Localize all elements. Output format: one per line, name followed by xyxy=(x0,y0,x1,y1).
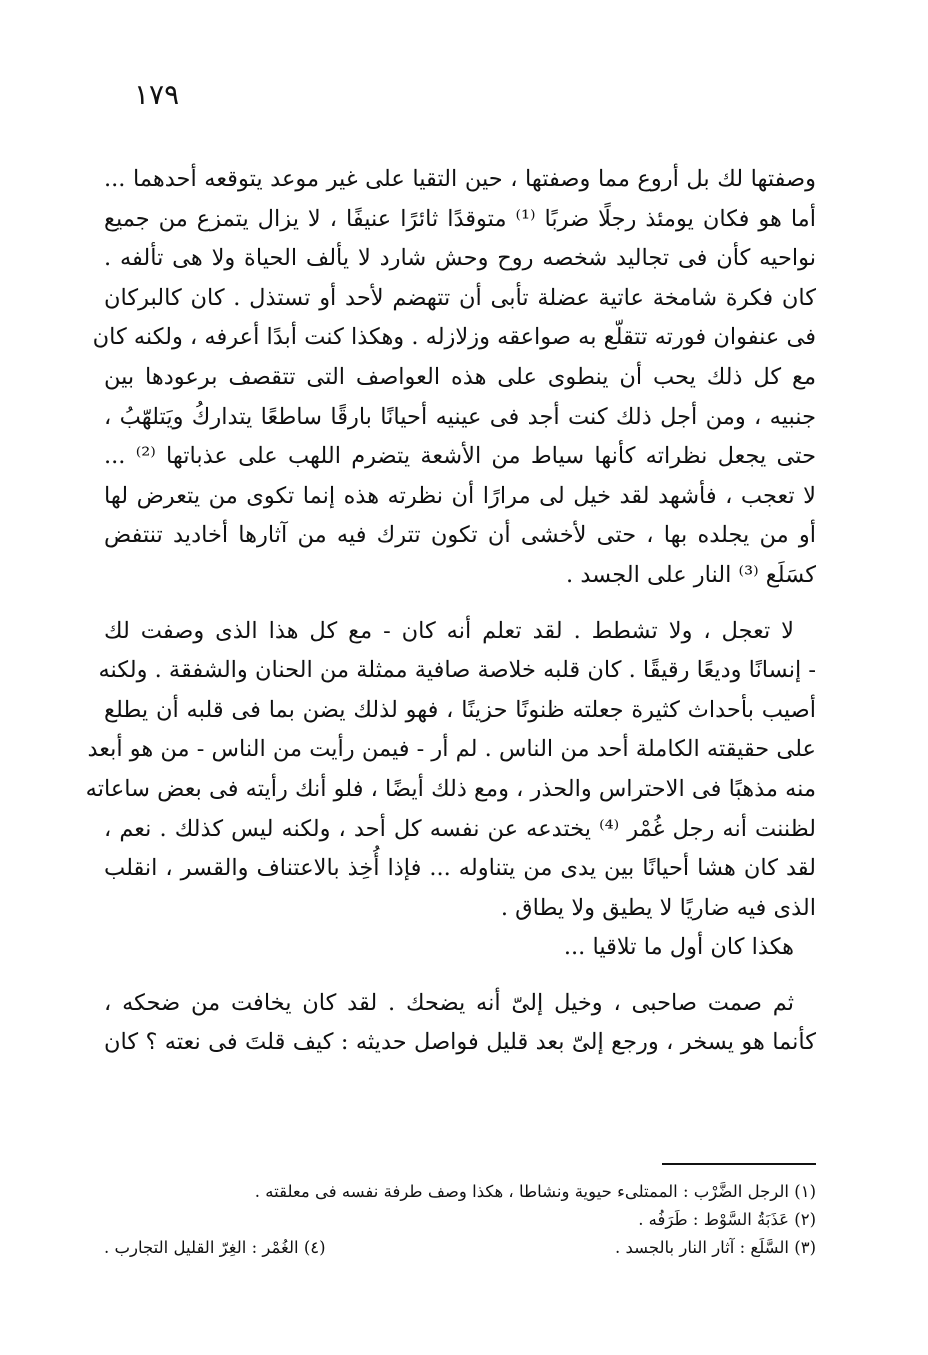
text-line: حتى يجعل نظراته كأنها سياط من الأشعة يتضرم اللهب على عذباتها ⁽²⁾ ... xyxy=(104,443,816,470)
text-line: على حقيقته الكاملة أحد من الناس . لم أر - فيمن رأيت من الناس - من هو أبعد xyxy=(87,736,816,763)
text-line: نواحيه كأن فى تجاليد شخصه روح وحش شارد لا يألف الحياة ولا هى تألفه . xyxy=(104,245,816,272)
text-line: أو من يجلده بها ، حتى لأخشى أن تكون تترك فيه من آثارها أخاديد تنتفض xyxy=(104,522,816,549)
text-line: منه مذهبًا فى الاحتراس والحذر ، ومع ذلك أيضًا ، فلو أنك رأيته فى بعض ساعاته xyxy=(85,775,816,802)
text-line: أصيب بأحداث كثيرة جعلته ظنونًا حزينًا ، فهو لذلك يضن بما فى قلبه أن يطلع xyxy=(104,696,816,723)
text-line: مع كل ذلك يحب أن ينطوى على هذه العواصف التى تتقصف برعودها بين xyxy=(104,363,816,390)
text-line: لا تعجل ، ولا تشطط . لقد تعلم أنه كان - مع كل هذا الذى وصفت لك xyxy=(104,617,794,644)
text-line: جنبيه ، ومن أجل ذلك كنت أجد فى عينيه أحيانًا بارقًا ساطعًا يتداركُ ويَتلهّبُ ، xyxy=(104,403,816,430)
text-line: لا تعجب ، فأشهد لقد خيل لى مرارًا أن نظرته هذه إنما تكوى من يتعرض لها xyxy=(104,482,816,509)
footnote-row xyxy=(104,1234,816,1262)
text-line: ثم صمت صاحبى ، وخيل إلىّ أنه يضحك . لقد كان يخافت من ضحكه ، xyxy=(104,989,794,1016)
body-text xyxy=(85,160,817,1063)
footnotes xyxy=(104,1178,816,1262)
page-number: ١٧٩ xyxy=(134,78,180,111)
text-line: وصفتها لك بل أروع مما وصفتها ، حين التقيا على غير موعد يتوقعه أحدهما ... xyxy=(104,166,816,192)
footnote-3: (٣) السَّلَع : آثار النار بالجسد . xyxy=(614,1238,816,1257)
text-line: الذى فيه ضاريًا لا يطيق ولا يطاق . xyxy=(500,894,816,921)
footnote-4: (٤) الغُمْر : الغِرّ القليل التجارب . xyxy=(104,1238,326,1257)
text-line: كان فكرة شامخة عاتية عضلة تأبى أن تتهضم لأحد أو تستذل . كان كالبركان xyxy=(104,284,816,311)
text-line: كأنما هو يسخر ، ورجع إلىّ بعد قليل فواصل حديثه : كيف قلتَ فى نعته ؟ كان xyxy=(104,1029,816,1056)
text-line: أما هو فكان يومئذ رجلًا ضربًا ⁽¹⁾ متوقدًا ثائرًا عنيفًا ، لا يزال يتمزع من جميع xyxy=(104,205,816,232)
text-line: لقد كان هشا أحيانًا بين يدى من يتناوله ... فإذا أُخِذ بالاعتناف والقسر ، انقلب xyxy=(104,855,816,882)
text-line: كسَلَع ⁽³⁾ النار على الجسد . xyxy=(566,561,816,588)
footnote-2: (٢) عَذَبَةُ السَّوْط : طَرَفُه . xyxy=(638,1210,816,1229)
text-line: - إنسانًا وديعًا رقيقًا . كان قلبه خلاصة صافية ممثلة من الحنان والشفقة . ولكنه xyxy=(98,657,816,684)
text-line: فى عنفوان فورته تتقلّع به صواعقه وزلازله . وهكذا كنت أبدًا أعرفه ، ولكنه كان xyxy=(92,324,816,351)
footnote-1: (١) الرجل الضَّرْب : الممتلىء حيوية ونشاطا ، هكذا وصف طرفة نفسه فى معلقته . xyxy=(254,1182,816,1201)
text-line: هكذا كان أول ما تلاقيا ... xyxy=(563,934,794,961)
footnote-divider xyxy=(662,1163,816,1165)
text-line: لظننت أنه رجل غُمْر ⁽⁴⁾ يختدعه عن نفسه كل أحد ، ولكنه ليس كذلك . نعم ، xyxy=(104,815,817,842)
